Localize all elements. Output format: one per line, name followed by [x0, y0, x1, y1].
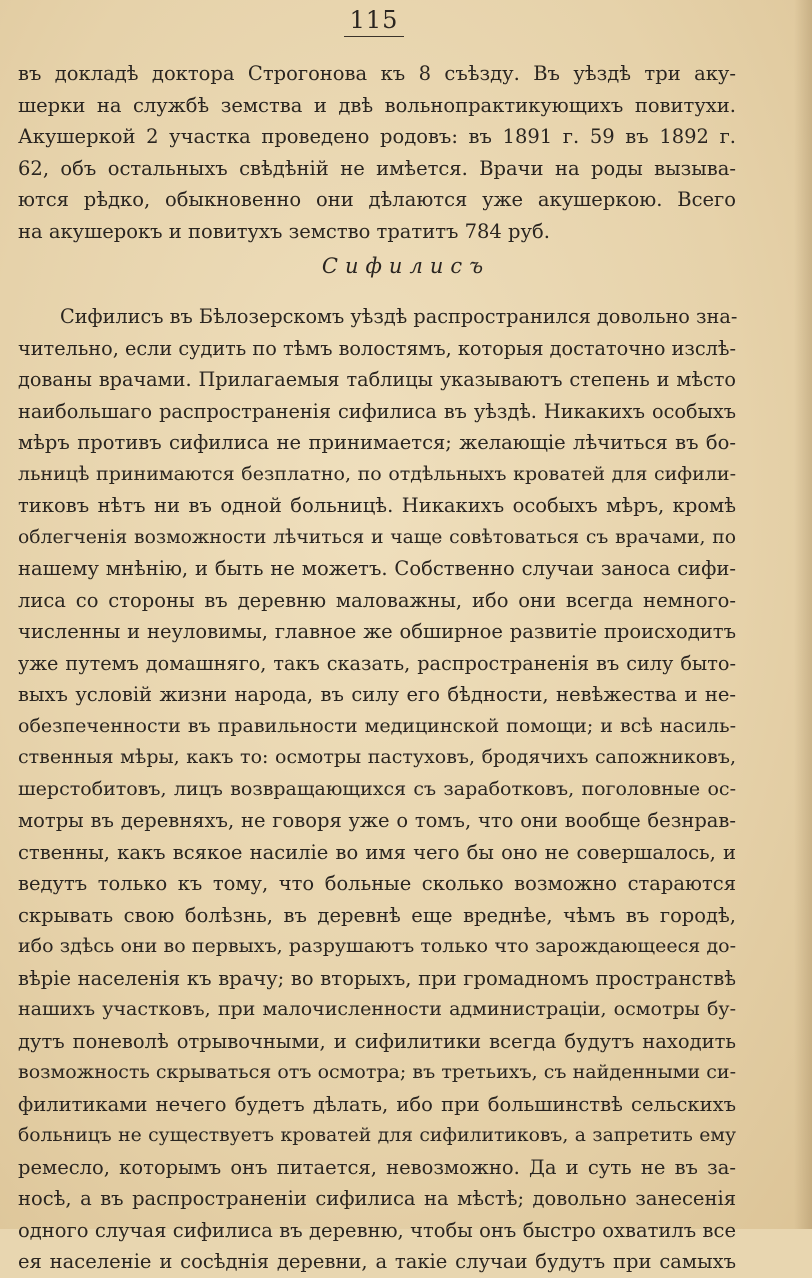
text-line: тиковъ нѣтъ ни въ одной больницѣ. Никакихъ особыхъ мѣръ, кромѣ — [18, 494, 736, 517]
intro-paragraph — [18, 58, 736, 247]
section-title: Сифилисъ — [321, 254, 491, 278]
text-line: ея населеніе и сосѣднія деревни, а такіе случаи будутъ при самыхъ — [18, 1250, 736, 1273]
text-line: облегченія возможности лѣчиться и чаще совѣтоваться съ врачами, по — [18, 526, 736, 548]
page-number-rule — [344, 36, 404, 37]
text-line: льницѣ принимаются безплатно, по отдѣльныхъ кроватей для сифили- — [18, 462, 736, 485]
text-line: одного случая сифилиса въ деревню, чтобы онъ быстро охватилъ все — [18, 1218, 736, 1242]
text-line: Акушеркой 2 участка проведено родовъ: въ 1891 г. 59 въ 1892 г. — [18, 125, 736, 148]
text-line: шерстобитовъ, лицъ возвращающихся съ заработковъ, поголовные ос- — [18, 777, 736, 800]
text-line: мѣръ противъ сифилиса не принимается; желающіе лѣчиться въ бо- — [18, 431, 736, 454]
text-line: мотры въ деревняхъ, не говоря уже о томъ, что они вообще безнрав- — [18, 809, 736, 832]
text-line: ибо здѣсь они во первыхъ, разрушаютъ только что зарождающееся до- — [18, 935, 736, 957]
text-line: ются рѣдко, обыкновенно они дѣлаются уже акушеркою. Всего — [18, 188, 736, 211]
text-line: больницъ не существуетъ кроватей для сифилитиковъ, а запретить ему — [18, 1125, 736, 1146]
text-line: уже путемъ домашняго, такъ сказать, распространенія въ силу быто- — [18, 651, 736, 675]
text-line: дованы врачами. Прилагаемыя таблицы указываютъ степень и мѣсто — [18, 368, 736, 391]
text-line: выхъ условій жизни народа, въ силу его бѣдности, невѣжества и не- — [18, 683, 736, 706]
text-line: ведутъ только къ тому, что больные сколько возможно стараются — [18, 872, 736, 895]
text-line: ственныя мѣры, какъ то: осмотры пастуховъ, бродячихъ сапожниковъ, — [18, 746, 736, 768]
body-paragraph — [18, 301, 736, 1278]
page-number: 115 — [349, 6, 399, 34]
text-line: 62, объ остальныхъ свѣдѣній не имѣется. Врачи на роды вызыва- — [18, 156, 736, 180]
text-line: вѣріе населенія къ врачу; во вторыхъ, при громадномъ пространствѣ — [18, 966, 736, 990]
text-line: обезпеченности въ правильности медицинской помощи; и всѣ насиль- — [18, 714, 736, 737]
text-line: численны и неуловимы, главное же обширное развитіе происходитъ — [18, 620, 736, 643]
text-line: лиса со стороны въ деревню маловажны, ибо они всегда немного- — [18, 588, 736, 612]
text-line: дутъ поневолѣ отрывочными, и сифилитики всегда будутъ находить — [18, 1029, 736, 1053]
text-line: въ докладѣ доктора Строгонова къ 8 съѣзду. Въ уѣздѣ три аку- — [18, 62, 736, 85]
text-line: филитиками нечего будетъ дѣлать, ибо при большинствѣ сельскихъ — [18, 1092, 736, 1116]
text-line: ственны, какъ всякое насиліе во имя чего бы оно не совершалось, и — [18, 840, 736, 864]
text-line: носѣ, а въ распространеніи сифилиса на мѣстѣ; довольно занесенія — [18, 1187, 736, 1210]
text-line: шерки на службѣ земства и двѣ вольнопрактикующихъ повитухи. — [18, 93, 736, 117]
text-line: скрывать свою болѣзнь, въ деревнѣ еще вреднѣе, чѣмъ въ городѣ, — [18, 903, 736, 927]
text-line: возможность скрываться отъ осмотра; въ третьихъ, съ найденными си- — [18, 1061, 736, 1083]
text-line: Сифилисъ въ Бѣлозерскомъ уѣздѣ распространился довольно зна- — [60, 305, 738, 328]
page-edge-shadow — [794, 0, 812, 1229]
text-line: нашихъ участковъ, при малочисленности администраціи, осмотры бу- — [18, 998, 736, 1020]
text-line: на акушерокъ и повитухъ земство тратитъ 784 руб. — [18, 219, 550, 243]
text-line: нашему мнѣнію, и быть не можетъ. Собственно случаи заноса сифи- — [18, 557, 736, 580]
text-line: чительно, если судить по тѣмъ волостямъ, которыя достаточно изслѣ- — [18, 336, 736, 360]
text-line: ремесло, которымъ онъ питается, невозможно. Да и суть не въ за- — [18, 1155, 736, 1179]
text-line: наибольшаго распространенія сифилиса въ уѣздѣ. Никакихъ особыхъ — [18, 399, 736, 423]
